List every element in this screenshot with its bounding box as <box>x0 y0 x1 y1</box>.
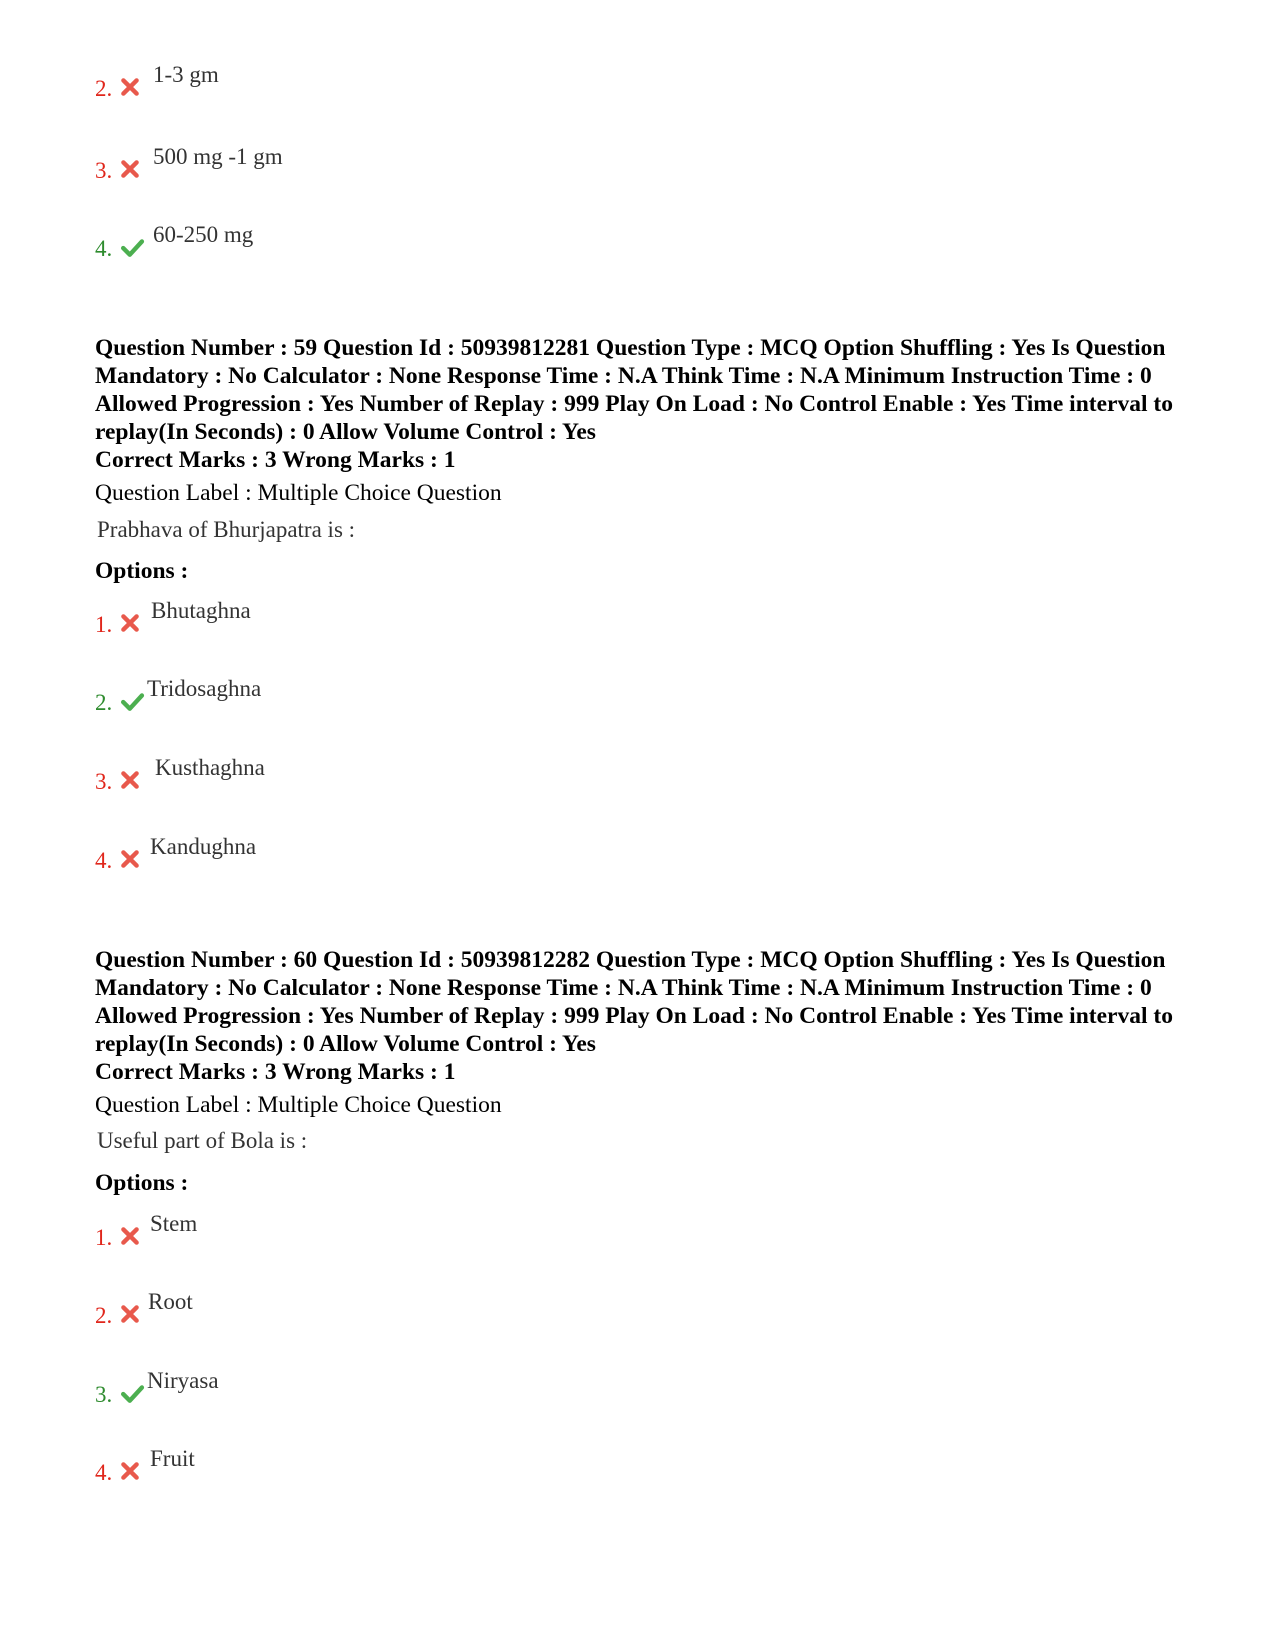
option-row <box>95 1370 695 1410</box>
question-59-label: Question Label : Multiple Choice Question <box>95 480 502 506</box>
checkmark-icon <box>119 1382 145 1404</box>
option-row <box>95 224 695 264</box>
option-row <box>95 1291 695 1331</box>
question-59-marks: Correct Marks : 3 Wrong Marks : 1 <box>95 447 456 473</box>
question-59-meta: Question Number : 59 Question Id : 50939812281 Question Type : MCQ Option Shuffling : Yes Is Question Mandatory : No Calculator : None Response Time : N.A Think Time : N.A Minimum Instruction Time : 0 Allowed Progression : Yes Number of Replay : 999 Play On Load : No Control Enable : Yes Time interval to replay(In Seconds) : 0 Allow Volume Control : Yes <box>95 335 1173 445</box>
option-row <box>95 757 695 797</box>
option-text: Stem <box>150 1211 198 1236</box>
option-text: 60-250 mg <box>153 222 254 247</box>
option-row <box>95 1448 695 1488</box>
option-number: 3. <box>95 158 113 183</box>
option-text: Root <box>148 1289 193 1314</box>
option-row <box>95 146 695 186</box>
cross-icon <box>119 1225 141 1247</box>
option-number: 2. <box>95 1303 113 1328</box>
option-text: 500 mg -1 gm <box>153 144 283 169</box>
question-60-options-heading: Options : <box>95 1170 189 1196</box>
option-number: 1. <box>95 1225 113 1250</box>
option-row <box>95 678 695 718</box>
option-text: Niryasa <box>147 1368 219 1393</box>
question-59-options-heading: Options : <box>95 558 189 584</box>
option-number: 3. <box>95 1382 113 1407</box>
option-text: Kusthaghna <box>155 755 265 780</box>
option-text: Tridosaghna <box>147 676 262 701</box>
cross-icon <box>119 1303 141 1325</box>
option-number: 2. <box>95 76 113 101</box>
cross-icon <box>119 848 141 870</box>
option-text: 1-3 gm <box>153 62 219 87</box>
cross-icon <box>119 76 141 98</box>
option-row <box>95 836 695 876</box>
question-60-marks: Correct Marks : 3 Wrong Marks : 1 <box>95 1059 456 1085</box>
cross-icon <box>119 612 141 634</box>
question-60-meta: Question Number : 60 Question Id : 50939812282 Question Type : MCQ Option Shuffling : Yes Is Question Mandatory : No Calculator : None Response Time : N.A Think Time : N.A Minimum Instruction Time : 0 Allowed Progression : Yes Number of Replay : 999 Play On Load : No Control Enable : Yes Time interval to replay(In Seconds) : 0 Allow Volume Control : Yes <box>95 947 1173 1057</box>
option-number: 4. <box>95 236 113 261</box>
cross-icon <box>119 1460 141 1482</box>
question-59-text: Prabhava of Bhurjapatra is : <box>97 517 356 542</box>
option-number: 3. <box>95 769 113 794</box>
option-number: 4. <box>95 848 113 873</box>
option-number: 2. <box>95 690 113 715</box>
option-text: Bhutaghna <box>151 598 251 623</box>
cross-icon <box>119 158 141 180</box>
checkmark-icon <box>119 236 145 258</box>
option-number: 1. <box>95 612 113 637</box>
option-row <box>95 600 695 640</box>
option-row <box>95 64 695 104</box>
cross-icon <box>119 769 141 791</box>
question-60-label: Question Label : Multiple Choice Question <box>95 1092 502 1118</box>
question-60-text: Useful part of Bola is : <box>97 1128 308 1153</box>
option-row <box>95 1213 695 1253</box>
checkmark-icon <box>119 690 145 712</box>
option-text: Fruit <box>150 1446 195 1471</box>
option-number: 4. <box>95 1460 113 1485</box>
option-text: Kandughna <box>150 834 257 859</box>
